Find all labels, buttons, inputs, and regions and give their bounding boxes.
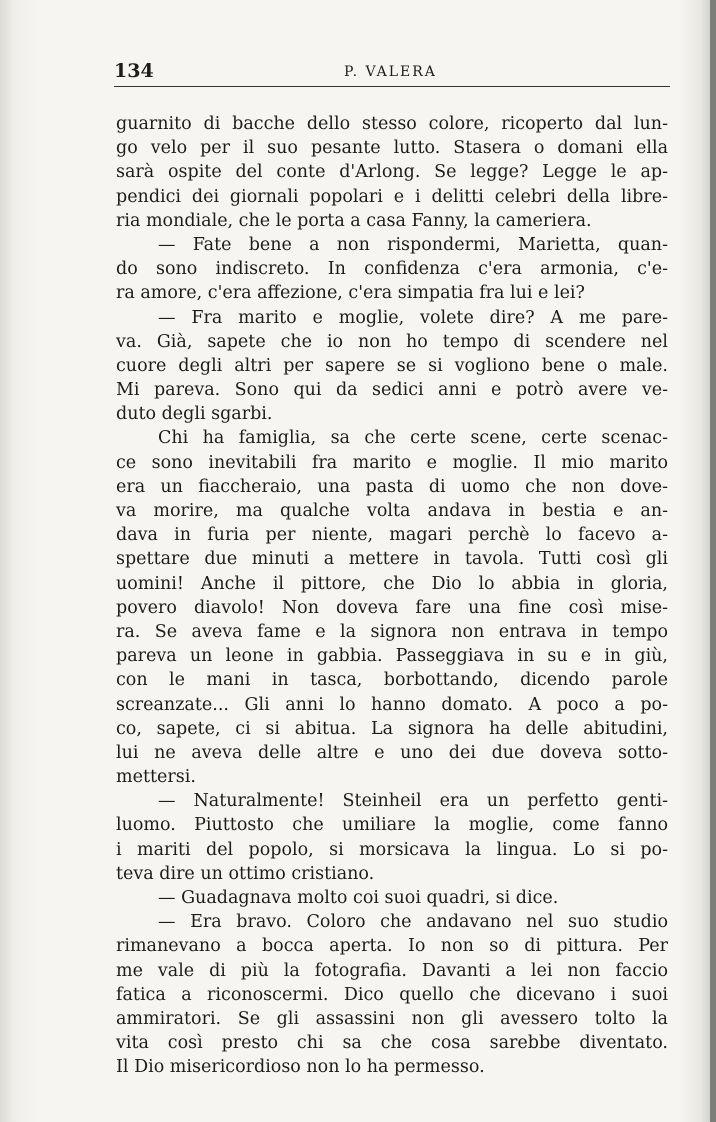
text-line: rimanevano a bocca aperta. Io non so di pittura. Per xyxy=(116,936,668,957)
text-line: ra amore, c'era affezione, c'era simpatia fra lui e lei? xyxy=(116,283,585,304)
text-line: pareva un leone in gabbia. Passeggiava in su e in giù, xyxy=(116,646,668,667)
text-line: — Fate bene a non rispondermi, Marietta, quan- xyxy=(158,234,668,255)
text-line: pendici dei giornali popolari e i delitti celebri della libre- xyxy=(116,186,668,207)
text-line: era un fiaccheraio, una pasta di uomo che non dove- xyxy=(116,476,668,497)
text-line: lui ne aveva delle altre e uno dei due doveva sotto- xyxy=(116,742,668,763)
text-line: Chi ha famiglia, sa che certe scene, certe scenac- xyxy=(158,428,668,449)
text-line: cuore degli altri per sapere se si vogliono bene o male. xyxy=(116,355,668,376)
text-line: ra. Se aveva fame e la signora non entrava in tempo xyxy=(116,621,668,642)
body-text xyxy=(116,112,668,1080)
text-line: i mariti del popolo, si morsicava la lingua. Lo si po- xyxy=(116,839,668,860)
text-line: — Naturalmente! Steinheil era un perfetto genti- xyxy=(158,791,668,812)
text-line: co, sapete, ci si abitua. La signora ha delle abitudini, xyxy=(116,718,668,739)
text-line: — Fra marito e moglie, volete dire? A me pare- xyxy=(158,307,668,328)
text-line: va morire, ma qualche volta andava in bestia e an- xyxy=(116,501,668,521)
text-line: luomo. Piuttosto che umiliare la moglie, come fanno xyxy=(116,815,668,836)
text-line: mettersi. xyxy=(116,767,196,788)
text-line: sarà ospite del conte d'Arlong. Se legge? Legge le ap- xyxy=(116,162,668,183)
text-line: ce sono inevitabili fra marito e moglie. Il mio marito xyxy=(116,452,668,473)
text-line: fatica a riconoscermi. Dico quello che dicevano i suoi xyxy=(116,984,668,1005)
text-line: — Era bravo. Coloro che andavano nel suo studio xyxy=(158,912,668,933)
page-edge-shadow xyxy=(710,0,716,1122)
text-line: screanzate... Gli anni lo hanno domato. A poco a po- xyxy=(116,694,668,715)
text-line: do sono indiscreto. In confidenza c'era armonia, c'e- xyxy=(116,259,668,280)
text-line: uomini! Anche il pittore, che Dio lo abbia in gloria, xyxy=(116,573,668,594)
text-line: con le mani in tasca, borbottando, dicendo parole xyxy=(116,670,668,691)
text-line: Mi pareva. Sono qui da sedici anni e potrò avere ve- xyxy=(116,380,668,401)
text-line: teva dire un ottimo cristiano. xyxy=(116,863,375,884)
text-line: dava in furia per niente, magari perchè lo facevo a- xyxy=(116,525,668,546)
text-line: me vale di più la fotografia. Davanti a lei non faccio xyxy=(116,960,668,981)
page-number: 134 xyxy=(114,60,154,82)
text-line: spettare due minuti a mettere in tavola. Tutti così gli xyxy=(116,549,668,570)
text-line: ammiratori. Se gli assassini non gli avessero tolto la xyxy=(116,1008,668,1029)
text-line: — Guadagnava molto coi suoi quadri, si dice. xyxy=(158,888,559,908)
text-line: vita così presto chi sa che cosa sarebbe diventato. xyxy=(116,1033,668,1054)
running-head-author: P. VALERA xyxy=(344,64,437,80)
text-line: povero diavolo! Non doveva fare una fine così mise- xyxy=(116,597,668,618)
text-line: Il Dio misericordioso non lo ha permesso. xyxy=(116,1057,485,1078)
header-rule xyxy=(114,86,670,87)
text-line: go velo per il suo pesante lutto. Stasera o domani ella xyxy=(116,138,668,159)
page-header xyxy=(114,54,670,88)
text-line: ria mondiale, che le porta a casa Fanny, la cameriera. xyxy=(116,210,592,231)
text-line: va. Già, sapete che io non ho tempo di scendere nel xyxy=(116,331,668,352)
text-line: duto degli sgarbi. xyxy=(116,404,273,425)
text-line: guarnito di bacche dello stesso colore, ricoperto dal lun- xyxy=(116,114,668,134)
